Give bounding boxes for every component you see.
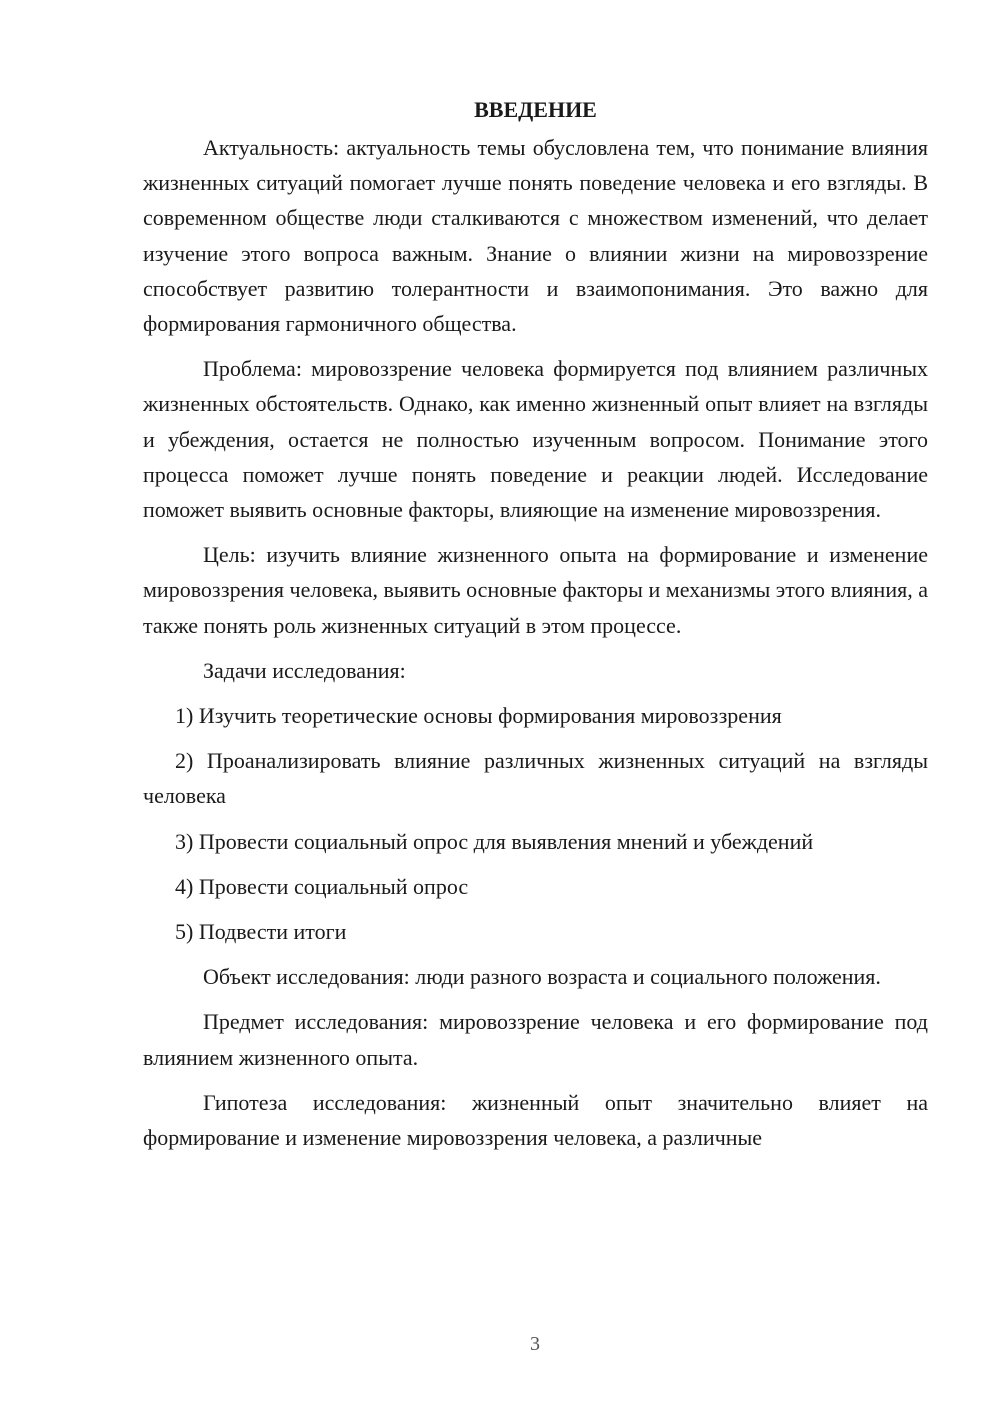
paragraph-subject: Предмет исследования: мировоззрение человека и его формирование под влиянием жизненного опыта. [143,1009,928,1070]
paragraph-tasks-heading: Задачи исследования: [203,657,406,683]
paragraph-problem: Проблема: мировоззрение человека формируется под влиянием различных жизненных обстоятельств. Однако, как именно жизненный опыт влияет на взгляды и убеждения, остается не полностью изученным вопросом. Понимание этого процесса поможет лучше понять поведение и реакции людей. Исследование поможет выявить основные факторы, влияющие на изменение мировоззрения. [143,356,928,523]
paragraph-goal: Цель: изучить влияние жизненного опыта на формирование и изменение мировоззрения человека, выявить основные факторы и механизмы этого влияния, а также понять роль жизненных ситуаций в этом процессе. [143,542,928,638]
task-item-4: 4) Провести социальный опрос [175,873,469,899]
task-item-2: 2) Проанализировать влияние различных жизненных ситуаций на взгляды человека [143,748,928,809]
page-content [143,92,928,1165]
section-title: ВВЕДЕНИЕ [474,97,597,122]
paragraph-relevance: Актуальность: актуальность темы обусловлена тем, что понимание влияния жизненных ситуаций помогает лучше понять поведение человека и его взгляды. В современном обществе люди сталкиваются с множеством изменений, что делает изучение этого вопроса важным. Знание о влиянии жизни на мировоззрение способствует развитию толерантности и взаимопонимания. Это важно для формирования гармоничного общества. [143,135,928,337]
paragraph-hypothesis: Гипотеза исследования: жизненный опыт значительно влияет на формирование и изменение мировоззрения человека, а различные [143,1089,928,1151]
page-number: 3 [530,1333,540,1355]
task-item-1: 1) Изучить теоретические основы формирования мировоззрения [175,703,782,729]
task-item-3: 3) Провести социальный опрос для выявления мнений и убеждений [175,828,814,854]
task-item-5: 5) Подвести итоги [175,919,347,945]
paragraph-object: Объект исследования: люди разного возраста и социального положения. [203,964,881,990]
